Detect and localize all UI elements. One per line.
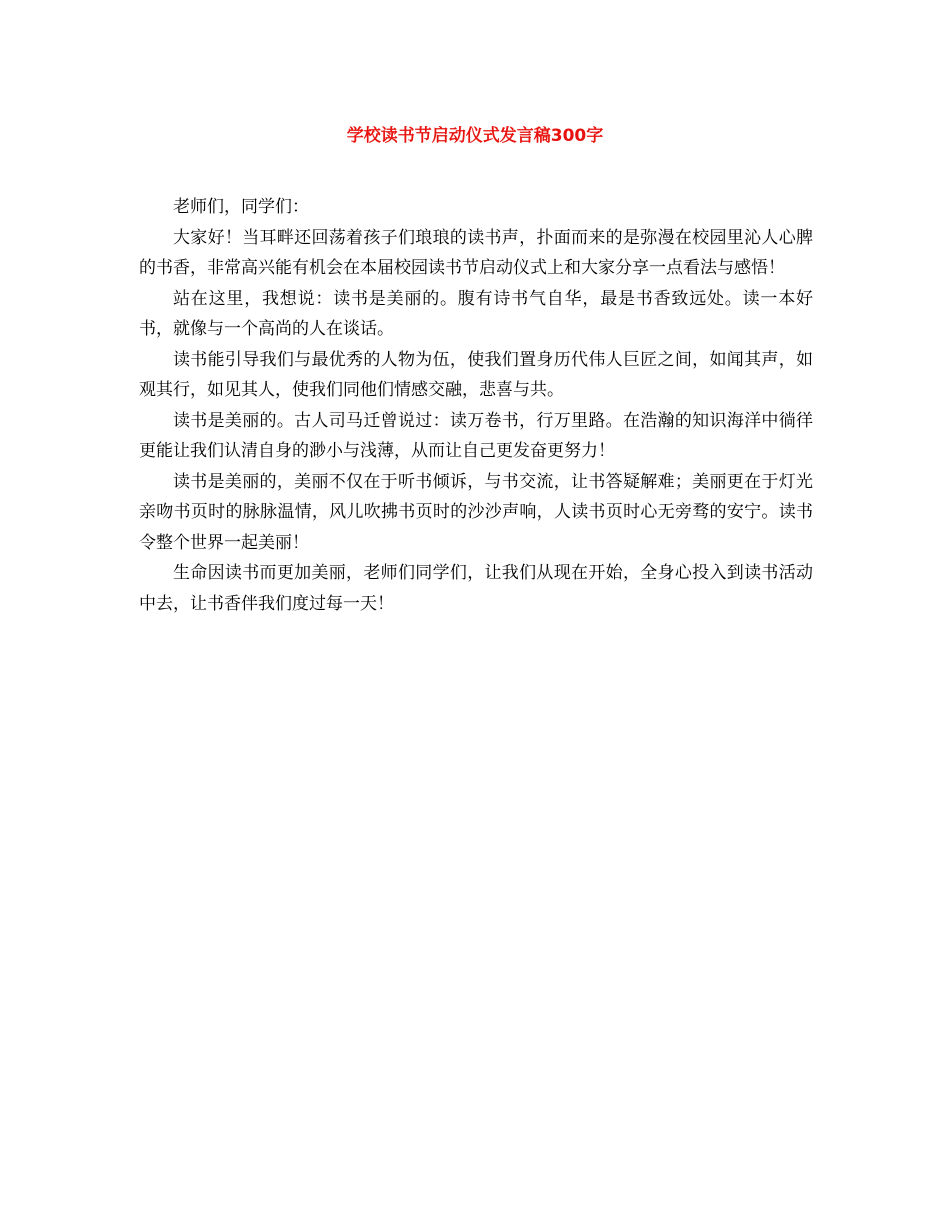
paragraph: 站在这里，我想说：读书是美丽的。腹有诗书气自华，最是书香致远处。读一本好书，就像与一个高尚的人在谈话。 — [139, 288, 813, 339]
paragraph: 生命因读书而更加美丽，老师们同学们，让我们从现在开始，全身心投入到读书活动中去，让书香伴我们度过每一天！ — [139, 563, 813, 614]
paragraph: 读书是美丽的。古人司马迁曾说过：读万卷书，行万里路。在浩瀚的知识海洋中徜徉更能让我们认清自身的渺小与浅薄，从而让自己更发奋更努力！ — [139, 410, 813, 461]
paragraph-greeting: 老师们，同学们： — [173, 197, 309, 217]
paragraph: 读书是美丽的，美丽不仅在于听书倾诉，与书交流，让书答疑解难；美丽更在于灯光亲吻书页时的脉脉温情，风儿吹拂书页时的沙沙声响，人读书页时心无旁骛的安宁。读书令整个世界一起美丽！ — [139, 471, 813, 553]
document-body — [139, 192, 813, 619]
paragraph: 读书能引导我们与最优秀的人物为伍，使我们置身历代伟人巨匠之间，如闻其声，如观其行，如见其人，使我们同他们情感交融，悲喜与共。 — [139, 349, 813, 400]
document-title: 学校读书节启动仪式发言稿300字 — [346, 126, 604, 146]
paragraph: 大家好！当耳畔还回荡着孩子们琅琅的读书声，扑面而来的是弥漫在校园里沁人心脾的书香，非常高兴能有机会在本届校园读书节启动仪式上和大家分享一点看法与感悟！ — [139, 227, 813, 278]
